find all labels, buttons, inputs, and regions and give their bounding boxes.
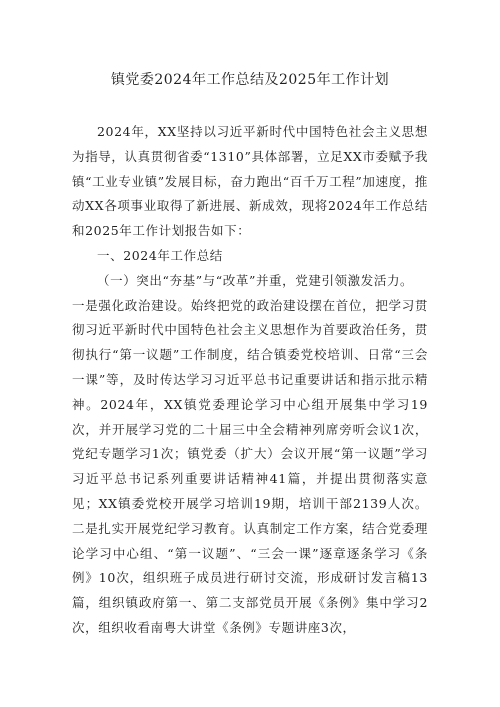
body-paragraph: 一是强化政治建设。始终把党的政治建设摆在首位，把学习贯彻习近平新时代中国特色社会主义思想作为首要政治任务，贯彻执行“第一议题”工作制度，结合镇委党校培训、日常“三会一课”等，及时传达学习习近平总书记重要讲话和指示批示精神。2024年，XX镇党委理论学习中心组开展集中学习19次，并开展学习党的二十届三中全会精神列席旁听会议1次，党纪专题学习1次；镇党委（扩大）会议开展“第一议题”学习习近平总书记系列重要讲话精神41篇，并提出贯彻落实意见；XX镇委党校开展学习培训19期，培训干部2139人次。二是扎实开展党纪学习教育。认真制定工作方案，结合党委理论学习中心组、“第一议题”、“三会一课”逐章逐条学习《条例》10次，组织班子成员进行研讨交流，形成研讨发言稿13篇，组织镇政府第一、第二支部党员开展《条例》集中学习2次，组织收看南粤大讲堂《条例》专题讲座3次，	[72, 297, 428, 635]
subsection-heading: （一）突出“夯基”与“改革”并重，党建引领激发活力。	[97, 272, 414, 288]
document-body	[72, 120, 428, 641]
section-heading: 一、2024年工作总结	[97, 247, 223, 263]
document-title: 镇党委2024年工作总结及2025年工作计划	[110, 72, 390, 88]
intro-paragraph: 2024年，XX坚持以习近平新时代中国特色社会主义思想为指导，认真贯彻省委“1310”具体部署，立足XX市委赋予我镇“工业专业镇”发展目标，奋力跑出“百千万工程”加速度，推动XX各项事业取得了新进展、新成效，现将2024年工作总结和2025年工作计划报告如下：	[72, 124, 428, 239]
